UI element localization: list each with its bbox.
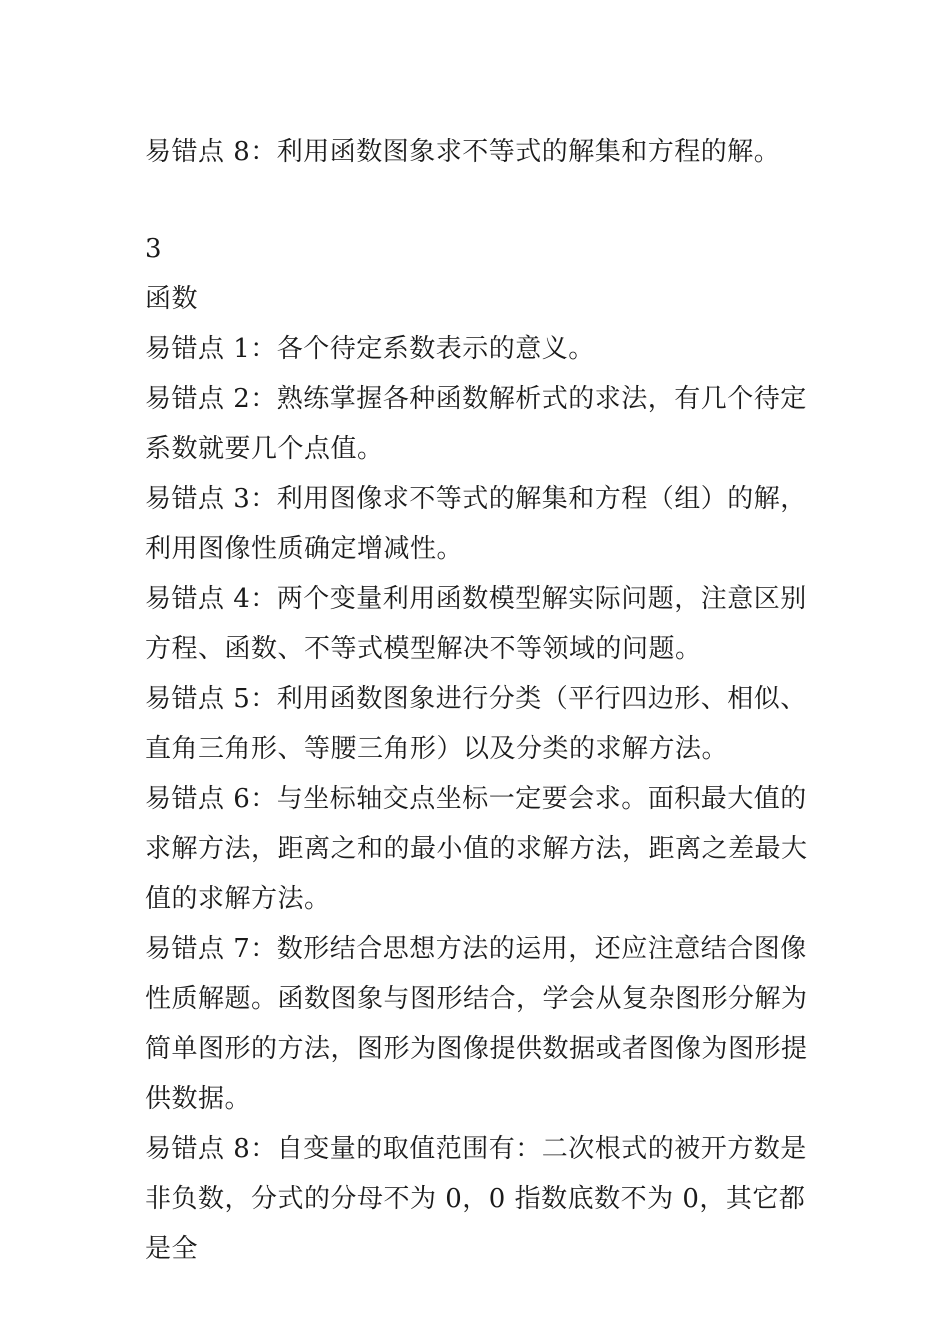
error-point-2: 易错点 2：熟练掌握各种函数解析式的求法，有几个待定系数就要几个点值。 — [145, 384, 807, 464]
error-point-4: 易错点 4：两个变量利用函数模型解实际问题，注意区别方程、函数、不等式模型解决不等领域的问题。 — [145, 584, 807, 664]
document-body — [145, 127, 810, 1274]
error-point-3: 易错点 3：利用图像求不等式的解集和方程（组）的解，利用图像性质确定增减性。 — [145, 484, 807, 564]
error-point-8: 易错点 8：自变量的取值范围有：二次根式的被开方数是非负数，分式的分母不为 0，0 指数底数不为 0，其它都是全 — [145, 1134, 807, 1264]
section-number: 3 — [145, 234, 163, 264]
error-point-5: 易错点 5：利用函数图象进行分类（平行四边形、相似、直角三角形、等腰三角形）以及分类的求解方法。 — [145, 684, 807, 764]
error-point-1: 易错点 1：各个待定系数表示的意义。 — [145, 334, 595, 364]
intro-item: 易错点 8：利用函数图象求不等式的解集和方程的解。 — [145, 137, 781, 167]
error-point-7: 易错点 7：数形结合思想方法的运用，还应注意结合图像性质解题。函数图象与图形结合，学会从复杂图形分解为简单图形的方法，图形为图像提供数据或者图像为图形提供数据。 — [145, 934, 808, 1114]
error-point-6: 易错点 6：与坐标轴交点坐标一定要会求。面积最大值的求解方法，距离之和的最小值的求解方法，距离之差最大值的求解方法。 — [145, 784, 808, 914]
section-title: 函数 — [145, 284, 199, 314]
